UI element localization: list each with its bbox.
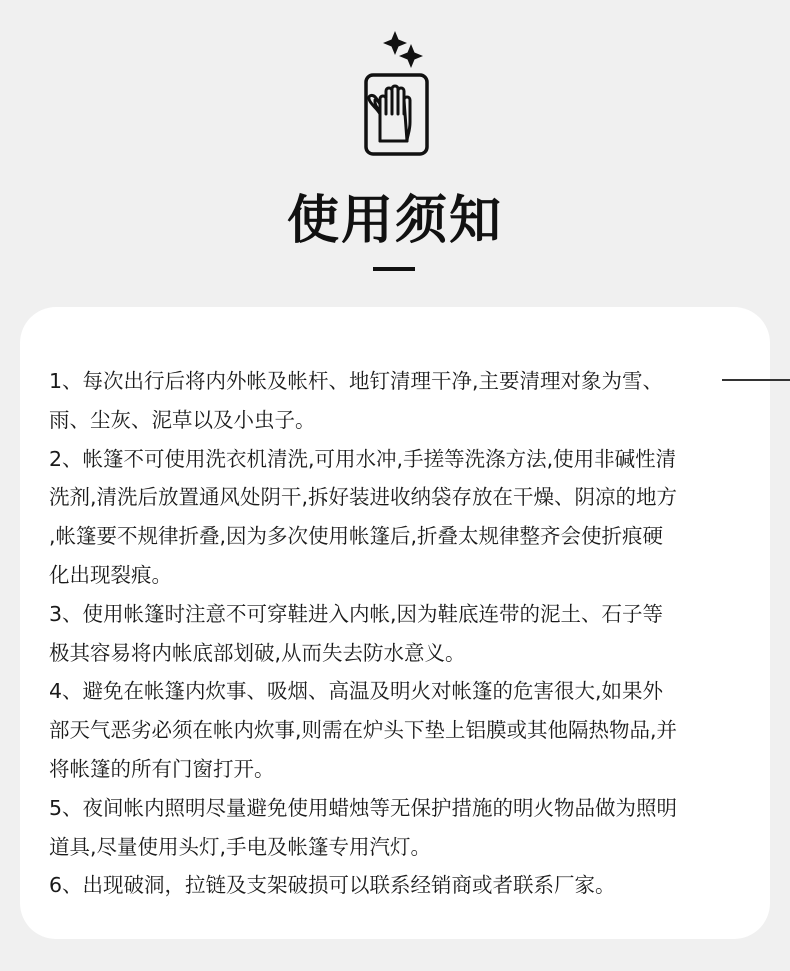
title-underline [373,267,415,271]
note-item-6: 6、出现破洞，拉链及支架破损可以联系经销商或者联系厂家。 [49,873,616,898]
page-title: 使用须知 [286,191,503,251]
note-item-5: 5、夜间帐内照明尽量避免使用蜡烛等无保护措施的明火物品做为照明 道具,尽量使用头灯,手电及帐篷专用汽灯。 [49,795,678,859]
glove-sparkle-icon [355,28,435,160]
decorative-line [722,379,790,381]
note-item-3: 3、使用帐篷时注意不可穿鞋进入内帐,因为鞋底连带的泥土、石子等 极其容易将内帐底部划破,从而失去防水意义。 [49,601,664,665]
note-item-2: 2、帐篷不可使用洗衣机清洗,可用水冲,手搓等洗涤方法,使用非碱性清 洗剂,清洗后放置通风处阴干,拆好装进收纳袋存放在干燥、阴凉的地方 ,帐篷要不规律折叠,因为多次使用帐篷后,折叠太规律整齐会使折痕硬 化出现裂痕。 [49,446,678,587]
notes-list [49,362,754,905]
note-item-1: 1、每次出行后将内外帐及帐杆、地钉清理干净,主要清理对象为雪、 雨、尘灰、泥草以及小虫子。 [49,369,664,432]
note-item-4: 4、避免在帐篷内炊事、吸烟、高温及明火对帐篷的危害很大,如果外 部天气恶劣必须在帐内炊事,则需在炉头下垫上铝膜或其他隔热物品,并 将帐篷的所有门窗打开。 [49,679,678,781]
